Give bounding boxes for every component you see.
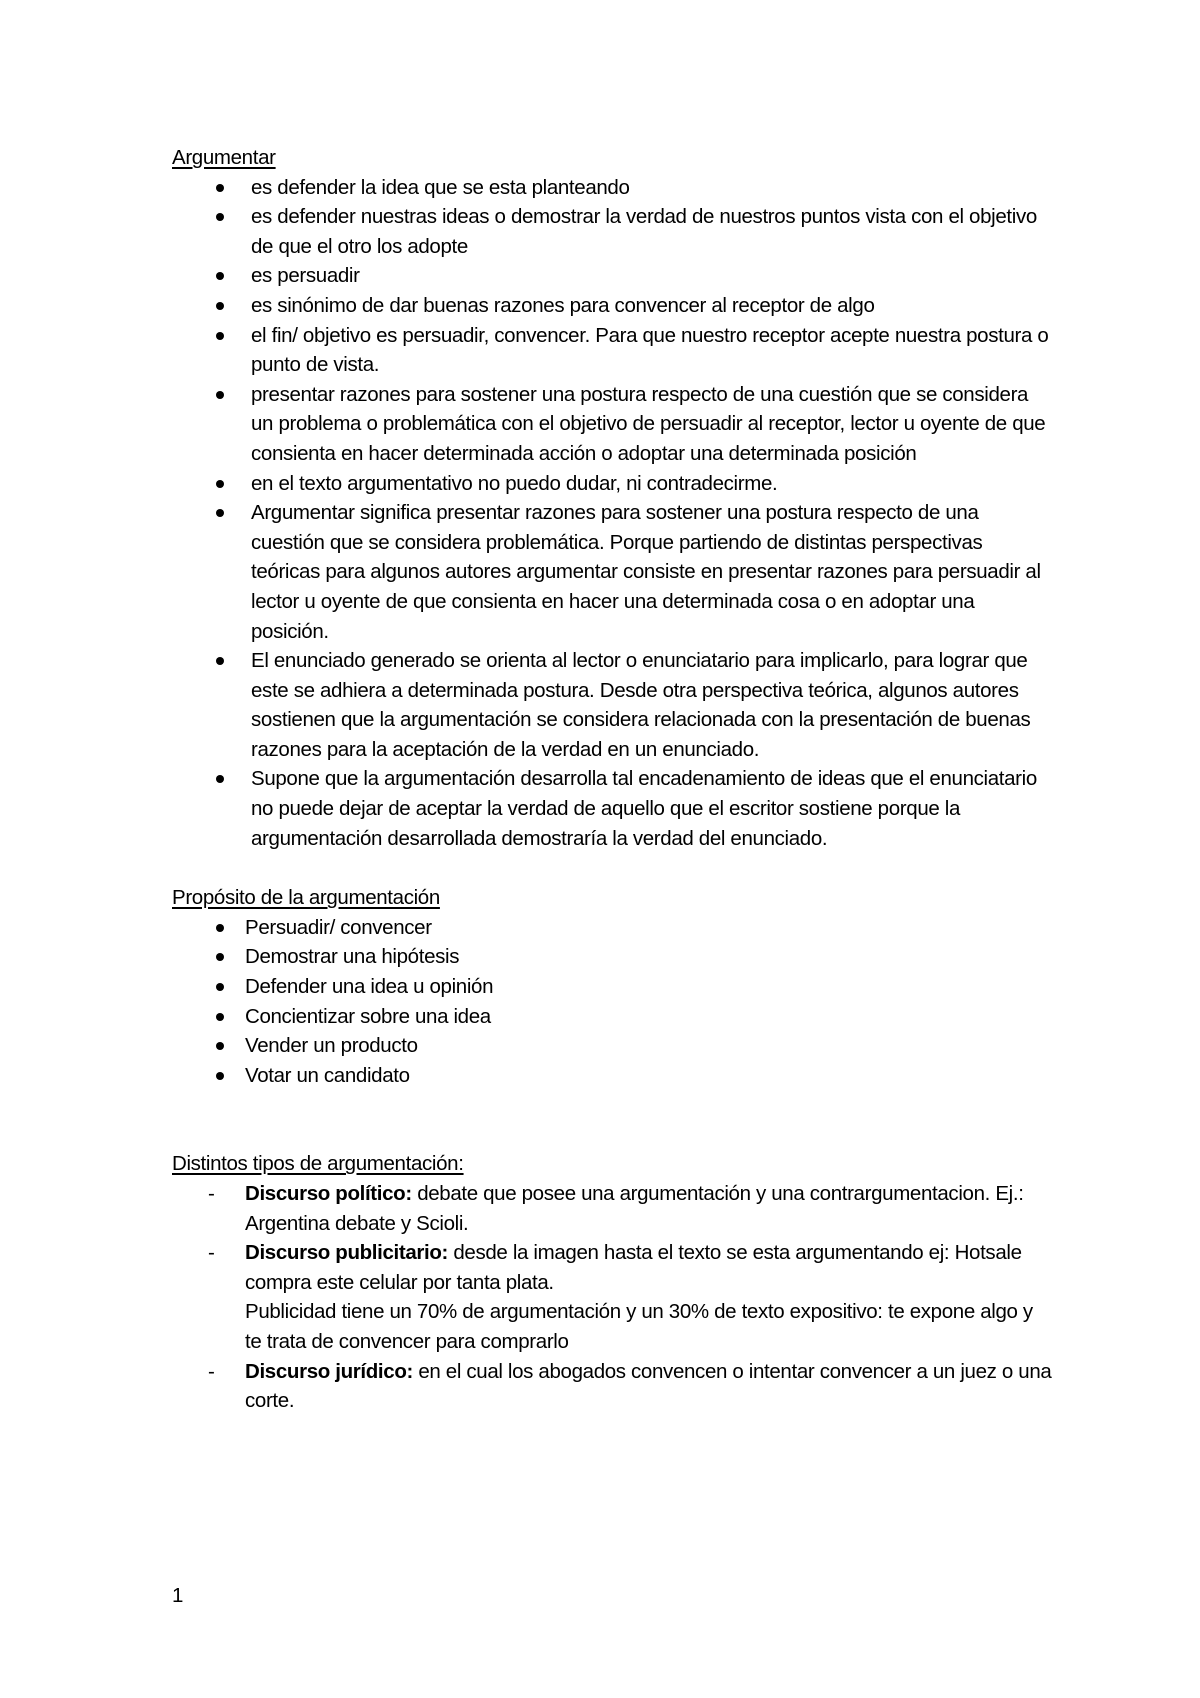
document-content bbox=[172, 143, 1052, 1416]
list-item bbox=[172, 1031, 1052, 1061]
bullet-icon bbox=[216, 184, 224, 192]
list-item bbox=[172, 1238, 1052, 1356]
bullet-icon bbox=[216, 213, 224, 221]
heading-proposito: Propósito de la argumentación bbox=[172, 886, 440, 910]
list-item bbox=[172, 321, 1052, 380]
list-item bbox=[172, 1002, 1052, 1032]
bullet-icon bbox=[216, 391, 224, 399]
term-label: Discurso político: bbox=[245, 1182, 412, 1205]
heading-argumentar: Argumentar bbox=[172, 146, 276, 169]
term-label: Discurso jurídico: bbox=[245, 1359, 413, 1383]
argumentar-list bbox=[172, 173, 1052, 854]
list-item bbox=[172, 173, 1052, 203]
bullet-icon bbox=[216, 480, 224, 488]
list-item-text: Persuadir/ convencer bbox=[245, 915, 432, 939]
term-description: debate que posee una argumentación y una contrargumentacion. Ej.: Argentina debate y Scioli. bbox=[245, 1182, 1024, 1235]
term-description: desde la imagen hasta el texto se esta argumentando ej: Hotsale compra este celular por tanta plata. bbox=[245, 1241, 1022, 1294]
list-item bbox=[172, 1061, 1052, 1091]
list-item bbox=[172, 261, 1052, 291]
bullet-icon bbox=[216, 272, 224, 280]
page-number: 1 bbox=[172, 1584, 184, 1607]
list-item bbox=[172, 1179, 1052, 1238]
dash-marker: - bbox=[208, 1359, 215, 1383]
bullet-icon bbox=[216, 509, 224, 517]
bullet-icon bbox=[216, 1072, 224, 1080]
list-item-text: Votar un candidato bbox=[245, 1063, 410, 1087]
bullet-icon bbox=[216, 983, 224, 991]
list-item bbox=[172, 764, 1052, 853]
list-item bbox=[172, 972, 1052, 1002]
list-item-text: es sinónimo de dar buenas razones para convencer al receptor de algo bbox=[251, 293, 875, 317]
bullet-icon bbox=[216, 775, 224, 783]
bullet-icon bbox=[216, 1013, 224, 1021]
tipos-list bbox=[172, 1179, 1052, 1416]
section-spacer bbox=[172, 853, 1052, 883]
list-item-text: en el texto argumentativo no puedo dudar, ni contradecirme. bbox=[251, 471, 778, 495]
list-item bbox=[172, 1357, 1052, 1416]
list-item bbox=[172, 498, 1052, 646]
list-item-text: Supone que la argumentación desarrolla tal encadenamiento de ideas que el enunciatario no puede dejar de aceptar la verdad de aquello que el escritor sostiene porque la argumentación desarrollada demostraría la verdad del enunciado. bbox=[251, 767, 1037, 850]
list-item bbox=[172, 291, 1052, 321]
list-item bbox=[172, 913, 1052, 943]
list-item-text: es defender nuestras ideas o demostrar la verdad de nuestros puntos vista con el objetivo de que el otro los adopte bbox=[251, 205, 1037, 258]
list-item bbox=[172, 646, 1052, 764]
section-spacer bbox=[172, 1090, 1052, 1149]
list-item-text: El enunciado generado se orienta al lector o enunciatario para implicarlo, para lograr que este se adhiera a determinada postura. Desde otra perspectiva teórica, algunos autores sostienen que la argumentación se considera relacionada con la presentación de buenas razones para la aceptación de la verdad en un enunciado. bbox=[251, 649, 1031, 761]
dash-marker: - bbox=[208, 1182, 215, 1205]
bullet-icon bbox=[216, 953, 224, 961]
list-item-text: es persuadir bbox=[251, 264, 360, 288]
bullet-icon bbox=[216, 924, 224, 932]
list-item-text: Demostrar una hipótesis bbox=[245, 945, 460, 969]
list-item bbox=[172, 380, 1052, 469]
proposito-list bbox=[172, 913, 1052, 1091]
list-item-text: Defender una idea u opinión bbox=[245, 975, 494, 999]
list-item bbox=[172, 202, 1052, 261]
term-label: Discurso publicitario: bbox=[245, 1241, 449, 1265]
list-item-text: Concientizar sobre una idea bbox=[245, 1004, 491, 1028]
list-item-text: el fin/ objetivo es persuadir, convencer. Para que nuestro receptor acepte nuestra postura o punto de vista. bbox=[251, 323, 1049, 377]
list-item-text: Argumentar significa presentar razones para sostener una postura respecto de una cuestión que se considera problemática. Porque partiendo de distintas perspectivas teóricas para algunos autores argumentar consiste en presentar razones para persuadir al lector u oyente de que consienta en hacer una determinada cosa o en adoptar una posición. bbox=[251, 501, 1041, 643]
term-description: en el cual los abogados convencen o intentar convencer a un juez o una corte. bbox=[245, 1359, 1052, 1413]
term-extra-paragraph: Publicidad tiene un 70% de argumentación y un 30% de texto expositivo: te expone algo y te trata de convencer para comprarlo bbox=[245, 1300, 1033, 1353]
list-item bbox=[172, 942, 1052, 972]
list-item-text: presentar razones para sostener una postura respecto de una cuestión que se considera un problema o problemática con el objetivo de persuadir al receptor, lector u oyente de que consienta en hacer determinada acción o adoptar una determinada posición bbox=[251, 382, 1046, 465]
bullet-icon bbox=[216, 302, 224, 310]
bullet-icon bbox=[216, 1042, 224, 1050]
dash-marker: - bbox=[208, 1241, 215, 1265]
list-item bbox=[172, 469, 1052, 499]
heading-tipos: Distintos tipos de argumentación: bbox=[172, 1152, 464, 1176]
bullet-icon bbox=[216, 657, 224, 665]
bullet-icon bbox=[216, 332, 224, 340]
list-item-text: Vender un producto bbox=[245, 1034, 418, 1058]
list-item-text: es defender la idea que se esta planteando bbox=[251, 175, 630, 199]
